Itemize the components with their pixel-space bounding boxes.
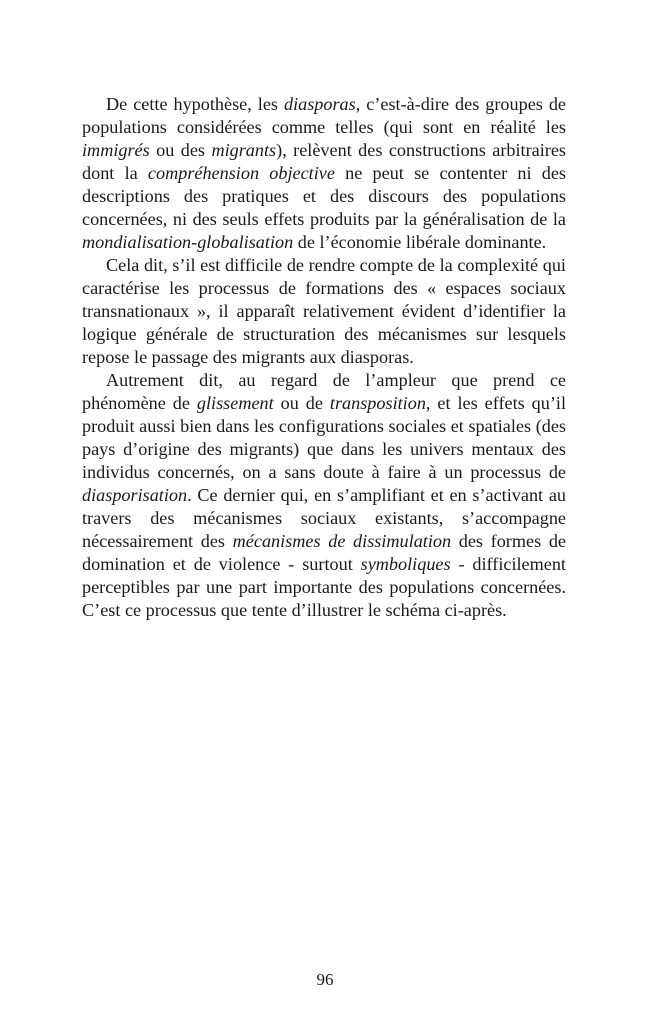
text-run: ou de [273,393,330,413]
italic-term: mondialisation-globalisation [82,232,294,252]
paragraph [82,93,566,254]
italic-term: symboliques [360,554,451,574]
text-run: ), relèvent des constructions arbitraires dont la [82,140,567,183]
italic-term: migrants [211,140,277,160]
text-run: des formes de domination et de violence - surtout [82,531,566,574]
text-run: Cela dit, s’il est difficile de rendre compte de la complexité qui caractérise les processus de formations des « espaces sociaux transnationaux », il apparaît relativement évident d’identifier la logique générale de structuration des mécanismes sur lesquels repose le passage des migrants aux diasporas. [82,255,566,367]
text-run: . Ce dernier qui, en s’amplifiant et en s’activant au travers des mécanismes sociaux existants, s’accompagne nécessairement des [82,485,566,551]
italic-term: immigrés [82,140,150,160]
text-run: de l’économie libérale dominante. [293,232,547,252]
italic-term: transposition [329,393,426,413]
text-run: ne peut se contenter ni des descriptions des pratiques et des discours des populations concernées, ni des seuls effets produits par la généralisation de la [82,163,566,229]
text-run: Autrement dit, au regard de l’ampleur que prend ce phénomène de [82,370,566,413]
body-text [82,93,566,622]
italic-term: glissement [196,393,274,413]
text-run: , et les effets qu’il produit aussi bien dans les configurations sociales et spatiales (des pays d’origine des migrants) que dans les univers mentaux des individus concernés, on a sans doute à faire à un processus de [82,393,566,482]
italic-term: compréhension objective [147,163,335,183]
italic-term: diasporisation [82,485,188,505]
italic-term: mécanismes de dissimulation [232,531,452,551]
paragraph [82,369,566,622]
paragraph [82,254,566,369]
text-run: ou des [149,140,212,160]
italic-term: diasporas [283,94,356,114]
text-run: - difficilement perceptibles par une part importante des populations concernées. C’est ce processus que tente d’illustrer le schéma ci-après. [82,554,566,620]
text-run: De cette hypothèse, les [106,94,284,114]
text-run: , c’est-à-dire des groupes de populations considérées comme telles (qui sont en réalité les [82,94,566,137]
page-number: 96 [316,970,334,989]
